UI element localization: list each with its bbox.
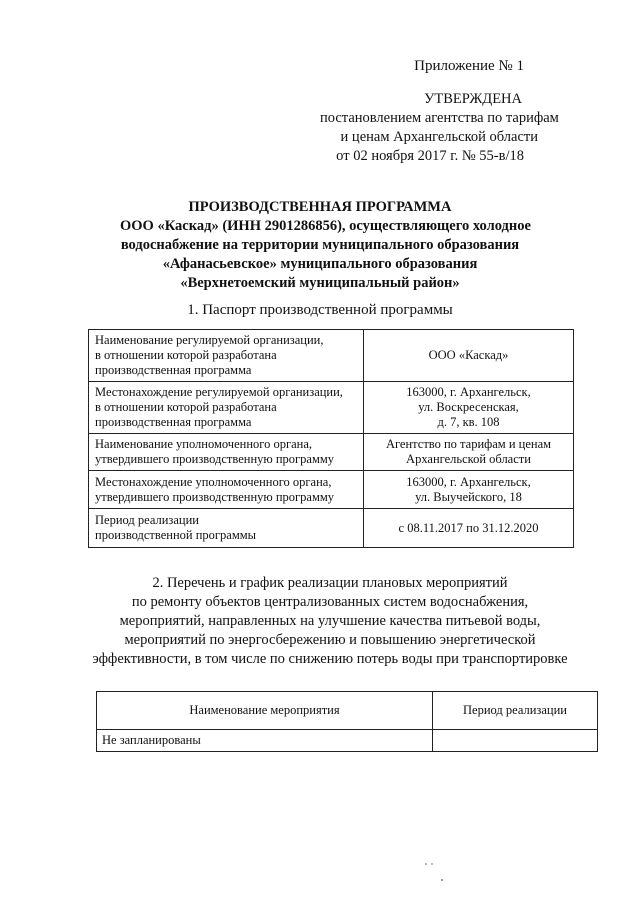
title-line: водоснабжение на территории муниципального образования (120, 237, 520, 253)
section-2-title-line: эффективности, в том числе по снижению потерь воды при транспортировке (92, 651, 568, 667)
document-title (120, 198, 531, 293)
cell-line: утвердившего производственную программу (95, 489, 335, 504)
cell-line: в отношении которой разработана (95, 348, 277, 362)
approved-by-line: и ценам Архангельской области (340, 129, 538, 145)
passport-table (88, 329, 574, 548)
passport-value (364, 471, 574, 509)
passport-value (364, 434, 574, 471)
passport-key (89, 330, 364, 382)
passport-key (89, 434, 364, 471)
passport-value (364, 382, 574, 434)
title-line: «Верхнетоемский муниципальный район» (180, 275, 460, 291)
cell-line: Местонахождение уполномоченного органа, (95, 474, 332, 489)
section-2-title (90, 574, 570, 669)
passport-value (364, 509, 574, 548)
cell-line: ООО «Каскад» (428, 348, 509, 362)
section-2-title-line: мероприятий, направленных на улучшение качества питьевой воды, (119, 613, 541, 629)
approved-by-line: постановлением агентства по тарифам (320, 110, 559, 126)
cell-line: в отношении которой разработана (95, 400, 277, 414)
table-row (89, 382, 574, 434)
approval-stamp (320, 90, 559, 166)
event-cell: Не запланированы (97, 730, 433, 752)
appendix-label: Приложение № 1 (414, 58, 524, 74)
cell-line: Наименование регулируемой организации, (95, 333, 324, 347)
column-header-period: Период реализации (433, 692, 598, 730)
cell-line: утвердившего производственную программу (95, 452, 335, 466)
period-cell (433, 730, 598, 752)
title-line: ПРОИЗВОДСТВЕННАЯ ПРОГРАММА (188, 199, 452, 215)
column-header-event: Наименование мероприятия (97, 692, 433, 730)
section-2-title-line: по ремонту объектов централизованных систем водоснабжения, (131, 594, 529, 610)
events-table (96, 691, 598, 752)
table-row (97, 730, 598, 752)
cell-line: производственная программа (95, 415, 252, 429)
title-line: «Афанасьевское» муниципального образования (162, 256, 478, 272)
cell-line: с 08.11.2017 по 31.12.2020 (398, 520, 539, 535)
cell-line: Агентство по тарифам и ценам (385, 437, 552, 451)
cell-line: д. 7, кв. 108 (437, 415, 500, 429)
passport-value (364, 330, 574, 382)
table-row (89, 434, 574, 471)
cell-line: 163000, г. Архангельск, (406, 385, 531, 399)
cell-line: ул. Воскресенская, (418, 400, 519, 414)
title-line: ООО «Каскад» (ИНН 2901286856), осуществляющего холодное (120, 218, 531, 234)
approval-date: от 02 ноября 2017 г. № 55-в/18 (336, 148, 524, 164)
table-header-row (97, 692, 598, 730)
scan-speck-marks (420, 858, 450, 888)
passport-key (89, 509, 364, 548)
section-2-title-line: мероприятий по энергосбережению и повышению энергетической (124, 632, 536, 648)
section-1-title: 1. Паспорт производственной программы (187, 302, 453, 318)
cell-line: Наименование уполномоченного органа, (95, 437, 312, 451)
cell-line: Период реализации (95, 513, 199, 527)
table-row (89, 330, 574, 382)
section-2-title-line: 2. Перечень и график реализации плановых мероприятий (152, 575, 508, 591)
table-row (89, 509, 574, 548)
cell-line: ул. Выучейского, 18 (415, 489, 522, 504)
passport-key (89, 382, 364, 434)
cell-line: Архангельской области (406, 452, 531, 466)
passport-key (89, 471, 364, 509)
cell-line: 163000, г. Архангельск, (406, 474, 531, 489)
table-row (89, 471, 574, 509)
cell-line: Местонахождение регулируемой организации, (95, 385, 343, 399)
approved-word: УТВЕРЖДЕНА (424, 91, 522, 107)
cell-line: производственная программа (95, 363, 252, 377)
cell-line: производственной программы (95, 528, 257, 542)
